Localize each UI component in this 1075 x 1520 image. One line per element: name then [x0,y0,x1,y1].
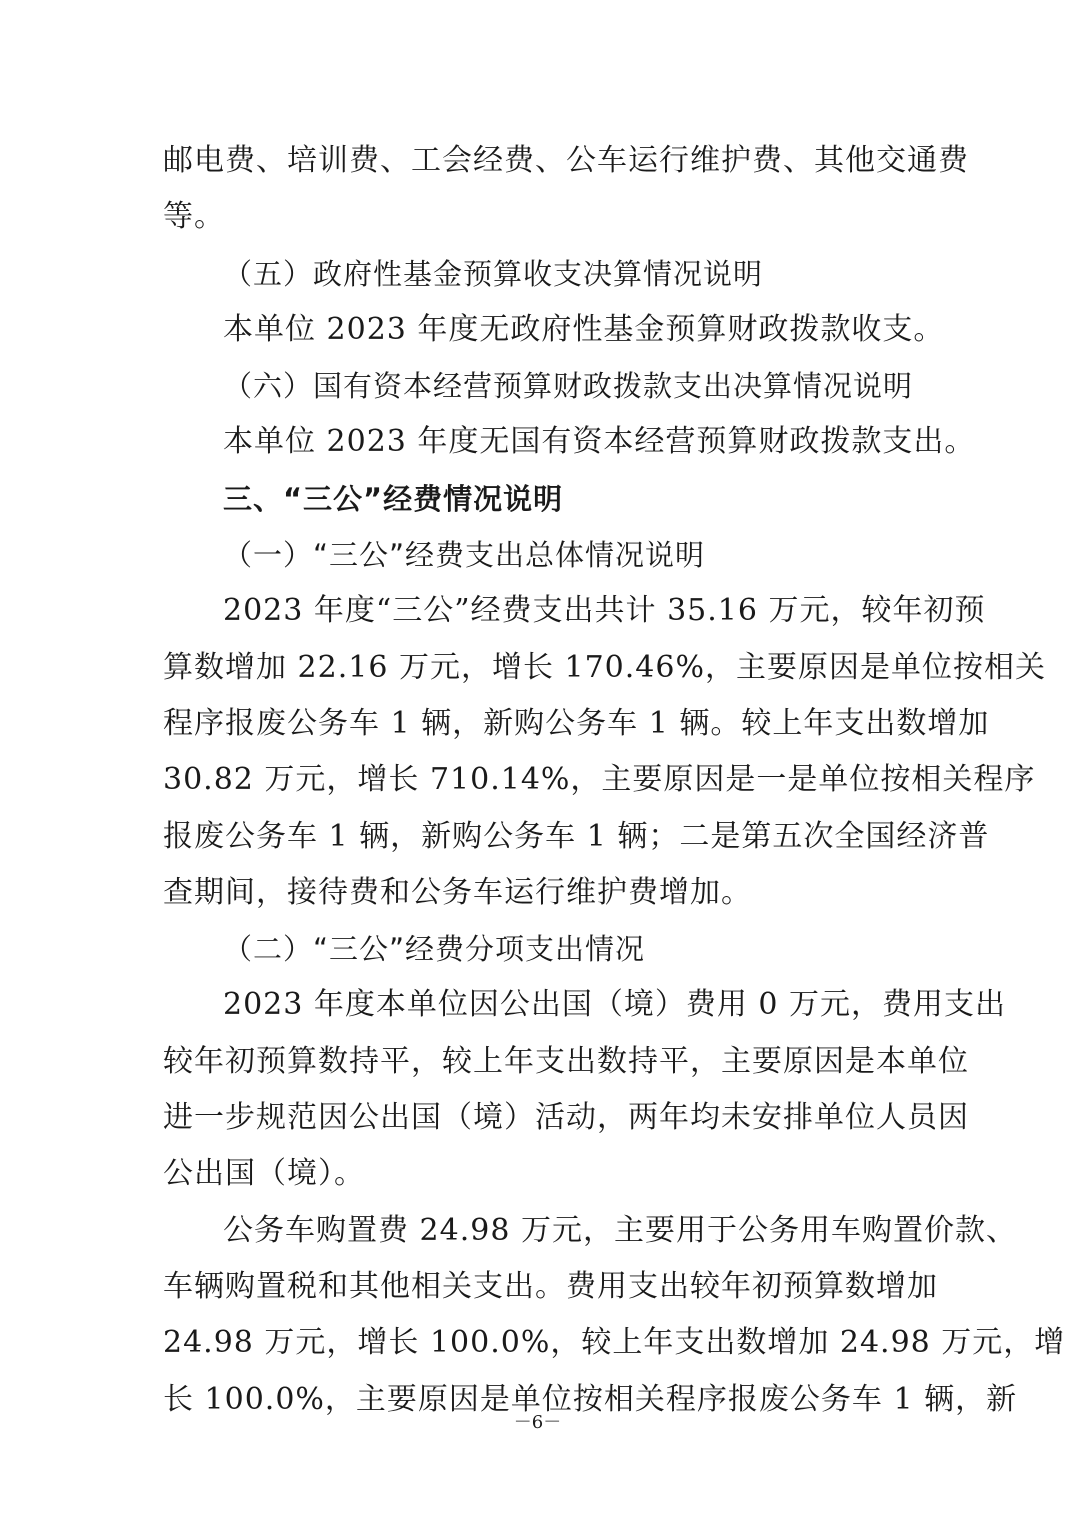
text-line: 报废公务车 1 辆，新购公务车 1 辆；二是第五次全国经济普 [163,818,990,854]
text-line: 2023 年度“三公”经费支出共计 35.16 万元，较年初预 [223,593,986,629]
section-heading-6: （六）国有资本经营预算财政拨款支出决算情况说明 [223,369,914,404]
text-line: 程序报废公务车 1 辆，新购公务车 1 辆。较上年支出数增加 [163,705,990,741]
text-line: 邮电费、培训费、工会经费、公车运行维护费、其他交通费 [163,143,969,178]
section-heading-3-2: （二）“三公”经费分项支出情况 [223,932,646,967]
text-line: 30.82 万元，增长 710.14%，主要原因是一是单位按相关程序 [163,762,1036,798]
text-line: 本单位 2023 年度无政府性基金预算财政拨款收支。 [223,311,945,347]
document-body [163,133,1066,1428]
text-line: 查期间，接待费和公务车运行维护费增加。 [163,874,752,910]
section-heading-5: （五）政府性基金预算收支决算情况说明 [223,256,764,291]
section-heading-3: 三、“三公”经费情况说明 [223,481,564,516]
text-line: 本单位 2023 年度无国有资本经营预算财政拨款支出。 [223,424,976,460]
text-line: 较年初预算数持平，较上年支出数持平，主要原因是本单位 [163,1043,969,1079]
text-line: 公务车购置费 24.98 万元，主要用于公务用车购置价款、 [223,1212,1017,1248]
text-line: 进一步规范因公出国（境）活动，两年均未安排单位人员因 [163,1100,969,1136]
text-line: 算数增加 22.16 万元，增长 170.46%，主要原因是单位按相关 [163,649,1046,685]
text-line: 2023 年度本单位因公出国（境）费用 0 万元，费用支出 [223,987,1007,1023]
page-number: －6－ [513,1412,562,1433]
text-line: 24.98 万元，增长 100.0%，较上年支出数增加 24.98 万元，增 [163,1325,1066,1361]
text-line: 车辆购置税和其他相关支出。费用支出较年初预算数增加 [163,1268,938,1304]
text-line: 等。 [163,199,225,235]
text-line: 长 100.0%，主要原因是单位按相关程序报废公务车 1 辆，新 [163,1381,1018,1417]
section-heading-3-1: （一）“三公”经费支出总体情况说明 [223,538,706,573]
text-line: 公出国（境）。 [163,1156,365,1192]
